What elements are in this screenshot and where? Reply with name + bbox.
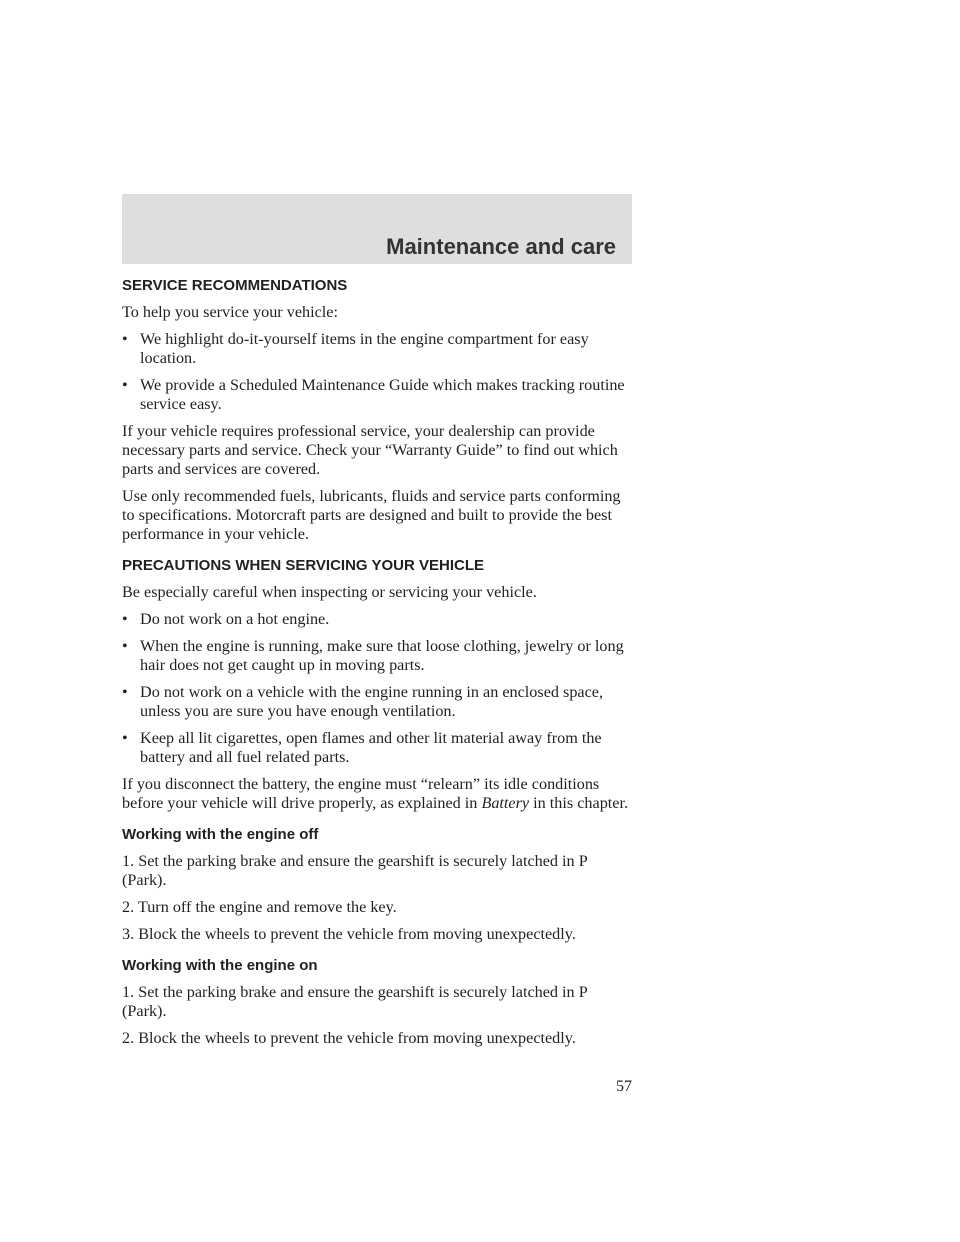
list-item: • Do not work on a vehicle with the engine running in an enclosed space, unless you are sure you have enough ventilation. (122, 683, 604, 720)
service-intro: To help you service your vehicle: (122, 303, 338, 321)
bullet-icon: • (122, 683, 128, 701)
bullet-icon: • (122, 729, 128, 747)
page-content (122, 276, 634, 1056)
list-item: • Keep all lit cigarettes, open flames and other lit material away from the battery and all fuel related parts. (122, 729, 602, 766)
service-bullet-list (122, 330, 634, 414)
battery-reference: Battery (481, 794, 530, 812)
service-paragraph-parts: Use only recommended fuels, lubricants, fluids and service parts conforming to specifications. Motorcraft parts are designed and built to provide the best performance in your vehicle. (122, 487, 621, 543)
list-item: • When the engine is running, make sure that loose clothing, jewelry or long hair does not get caught up in moving parts. (122, 637, 624, 674)
battery-relearn-paragraph: If you disconnect the battery, the engine must “relearn” its idle conditions before your vehicle will drive properly, as explained in Battery in this chapter. (122, 775, 629, 812)
precautions-intro: Be especially careful when inspecting or servicing your vehicle. (122, 583, 537, 601)
engine-off-step: 2. Turn off the engine and remove the key. (122, 898, 397, 916)
bullet-icon: • (122, 376, 128, 394)
engine-on-heading: Working with the engine on (122, 957, 318, 974)
precautions-heading: PRECAUTIONS WHEN SERVICING YOUR VEHICLE (122, 557, 484, 574)
engine-on-step: 2. Block the wheels to prevent the vehicle from moving unexpectedly. (122, 1029, 576, 1047)
list-item: • Do not work on a hot engine. (122, 610, 330, 628)
service-paragraph-dealer: If your vehicle requires professional service, your dealership can provide necessary parts and service. Check your “Warranty Guide” to find out which parts and services are covered. (122, 422, 618, 478)
engine-off-step: 3. Block the wheels to prevent the vehicle from moving unexpectedly. (122, 925, 576, 943)
service-heading: SERVICE RECOMMENDATIONS (122, 277, 348, 294)
list-item: • We provide a Scheduled Maintenance Guide which makes tracking routine service easy. (122, 376, 625, 413)
page-number: 57 (616, 1078, 632, 1095)
precautions-bullet-list (122, 610, 634, 767)
section-header-band (122, 194, 632, 264)
section-title: Maintenance and care (386, 234, 616, 259)
engine-off-step: 1. Set the parking brake and ensure the gearshift is securely latched in P (Park). (122, 852, 588, 889)
bullet-icon: • (122, 637, 128, 655)
bullet-icon: • (122, 610, 128, 628)
list-item: • We highlight do-it-yourself items in the engine compartment for easy location. (122, 330, 589, 367)
engine-off-heading: Working with the engine off (122, 826, 319, 843)
engine-on-step: 1. Set the parking brake and ensure the gearshift is securely latched in P (Park). (122, 983, 588, 1020)
bullet-icon: • (122, 330, 128, 348)
